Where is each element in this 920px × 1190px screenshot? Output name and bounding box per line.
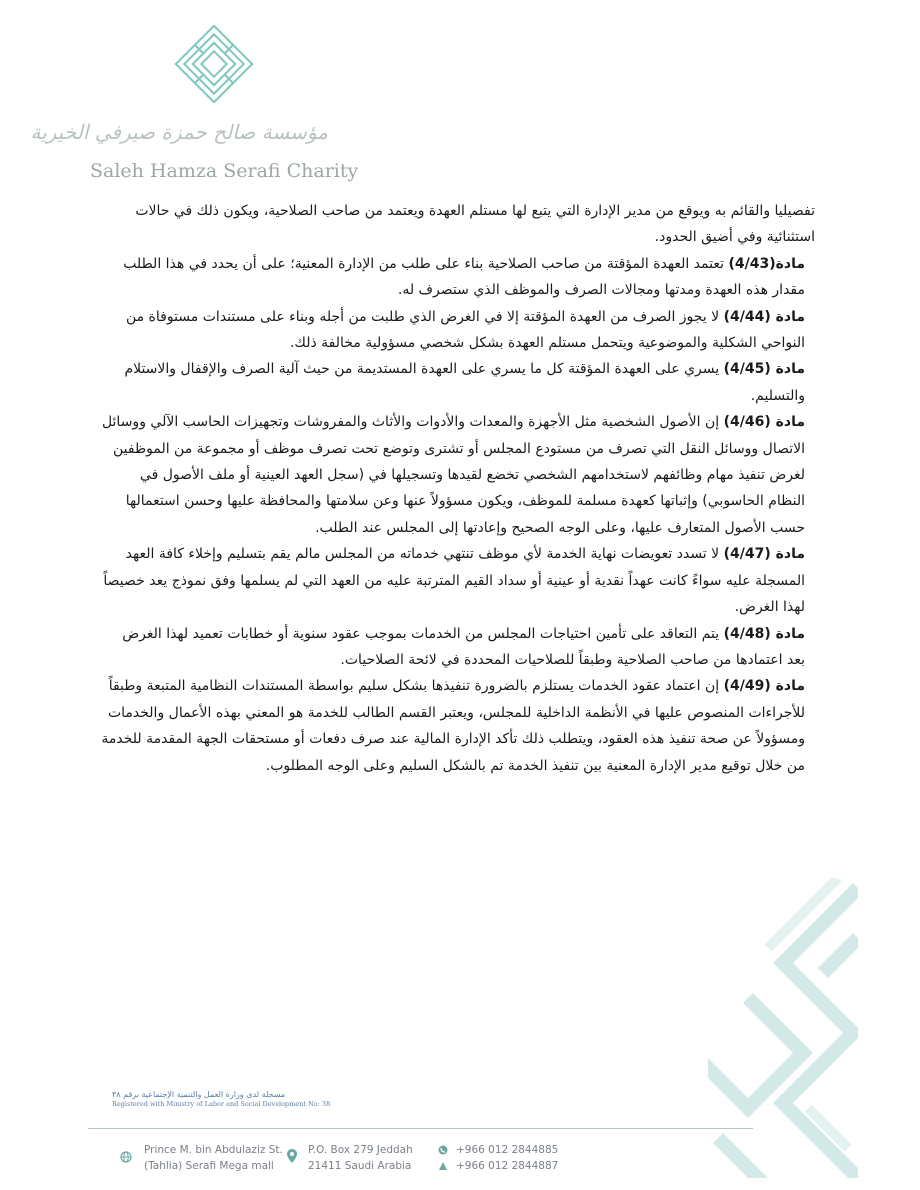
article-number: مادة (4/48) xyxy=(723,625,805,642)
globe-icon xyxy=(120,1151,132,1163)
document-body xyxy=(100,198,815,779)
contact-numbers xyxy=(456,1142,558,1174)
article-paragraph xyxy=(100,251,815,304)
phone-number: +966 012 2844885 xyxy=(456,1144,559,1156)
logo-arabic-name: مؤسسة صالح حمزة صيرفي الخيرية xyxy=(30,120,328,144)
fax-number: +966 012 2844887 xyxy=(456,1160,559,1172)
article-text: تفصيليا والقائم به ويوقع من مدير الإدارة التي يتبع لها مستلم العهدة ويعتمد من صاحب الصلاحية، ويكون ذلك في حالات استثنائية وفي أضيق الحدود. xyxy=(135,203,815,246)
registration-arabic: مسجلة لدى وزارة العمل والتنمية الإجتماعية برقم ٣٨ xyxy=(112,1090,286,1099)
article-text: يتم التعاقد على تأمين احتياجات المجلس من الخدمات بموجب عقود سنوية أو خطابات تعميد لهذا الغرض بعد اعتمادها من صاحب الصلاحية وطبقاً للصلاحيات المحددة في لائحة الصلاحيات. xyxy=(122,625,805,668)
article-paragraph xyxy=(100,621,815,674)
article-paragraph xyxy=(100,541,815,620)
phone-icon xyxy=(438,1145,448,1155)
article-text: لا يجوز الصرف من العهدة المؤقتة إلا في الغرض الذي طلبت من أجله وبناء على مستندات مستوفاة من النواحي الشكلية والموضوعية ويتحمل مستلم العهدة بشكل شخصي مسؤولية مخالفة ذلك. xyxy=(125,308,805,352)
logo xyxy=(30,12,359,182)
footer-divider xyxy=(88,1128,753,1129)
fax-icon xyxy=(438,1161,448,1171)
article-text: يسري على العهدة المؤقتة كل ما يسري على العهدة المستديمة من حيث آلية الصرف والإقفال والاستلام والتسليم. xyxy=(124,361,805,404)
registration-note xyxy=(112,1090,352,1108)
address-line-2: (Tahlia) Serafi Mega mall xyxy=(144,1160,274,1172)
address xyxy=(144,1142,283,1174)
location-pin-icon xyxy=(286,1148,298,1164)
article-paragraph xyxy=(100,673,815,779)
article-number: مادة (4/45) xyxy=(723,361,805,378)
po-box-line-1: P.O. Box 279 Jeddah xyxy=(308,1144,413,1156)
po-box xyxy=(308,1142,413,1174)
po-box-line-2: 21411 Saudi Arabia xyxy=(308,1160,412,1172)
decorative-pattern-icon xyxy=(708,878,858,1178)
registration-english: Registered with Ministry of Labor and Social Development No: 38 xyxy=(112,1100,331,1108)
article-text: إن الأصول الشخصية مثل الأجهزة والمعدات والأدوات والأثاث والمفروشات وتجهيزات الحاسب الآلي ووسائل الاتصال ووسائل النقل التي تصرف من مستودع المجلس أو تشترى وتوضع تحت تصرف موظف أو مجموعة من الموظفين لغرض تنفيذ مهام وظائفهم لاستخدامهم الشخصي تخضع لقيدها وتسجيلها في (سجل العهد العينية أو ملف الأصول في النظام الحاسوبي) وإثباتها كعهدة مسلمة للموظف، ويكون مسؤولاً عنها وعن سلامتها والمحافظة عليها وحسن استعمالها حسب الأصول المتعارف عليها، وعلى الوجه الصحيح وإعادتها إلى المجلس عند الطلب. xyxy=(101,414,805,536)
article-number: مادة (4/47) xyxy=(723,546,805,563)
article-number: مادة(4/43) xyxy=(728,255,805,272)
article-text: لا تسدد تعويضات نهاية الخدمة لأي موظف تنتهي خدماته من المجلس مالم يقم بتسليم وإخلاء كافة العهد المسجلة عليه سواءً كانت عهداً نقدية أو عينية أو سداد القيم المترتبة عليه من العهد التي لم يسلمها وفق نموذج يعد خصيصاً لهذا الغرض. xyxy=(103,546,805,616)
article-text: تعتمد العهدة المؤقتة من صاحب الصلاحية بناء على طلب من الإدارة المعنية؛ على أن يحدد في هذا الطلب مقدار هذه العهدة ومدتها ومجالات الصرف والموظف الذي ستصرف له. xyxy=(123,255,805,299)
article-number: مادة (4/49) xyxy=(723,678,805,695)
logo-english-name: Saleh Hamza Serafi Charity xyxy=(90,160,359,182)
article-text: إن اعتماد عقود الخدمات يستلزم بالضرورة تنفيذها بشكل سليم بواسطة المستندات النظامية المتبعة وطبقاً للأجراءات المنصوص عليها في الأنظمة الداخلية للمجلس، ويعتبر القسم الطالب للخدمة هو المعني بهذه الأعمال والخدمات ومسؤولاً عن صحة تنفيذ هذه العقود، ويتطلب ذلك تأكد الإدارة المالية عند صرف دفعات أو مستحقات الجهة المقدمة للخدمة من خلال توقيع مدير الإدارة المعنية بين تنفيذ الخدمة تم بالشكل السليم وعلى الوجه المطلوب. xyxy=(101,678,805,774)
article-number: مادة (4/44) xyxy=(723,308,805,325)
article-paragraph xyxy=(100,356,815,409)
continuation-paragraph xyxy=(100,198,815,251)
logo-mark-icon xyxy=(174,16,254,112)
address-line-1: Prince M. bin Abdulaziz St. xyxy=(144,1144,283,1156)
article-paragraph xyxy=(100,409,815,541)
article-paragraph xyxy=(100,304,815,357)
article-number: مادة (4/46) xyxy=(723,414,805,431)
